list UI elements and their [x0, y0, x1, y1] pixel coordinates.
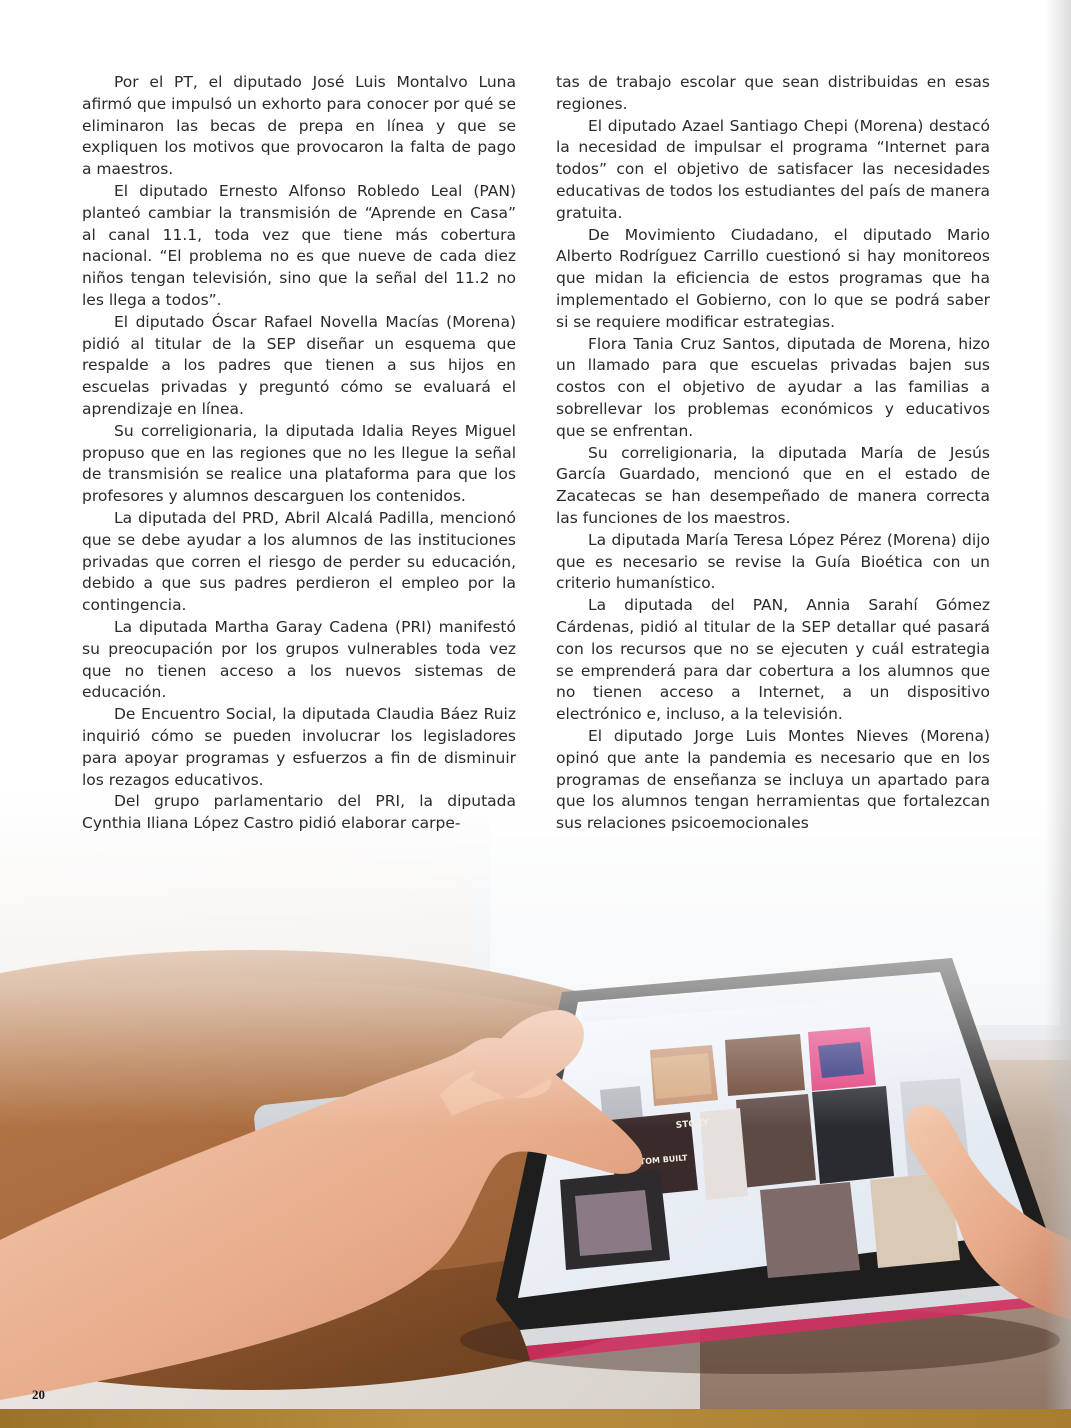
article-paragraph: Flora Tania Cruz Santos, diputada de Morena, hizo un llamado para que escuelas privadas bajen sus costos con el objetivo de ayudar a las familias a sobrellevar los problemas económicos y educativos que se enfrentan. — [556, 334, 990, 440]
article-column-left — [82, 72, 516, 835]
page-number: 20 — [32, 1387, 45, 1402]
page-gutter-shadow — [1045, 0, 1071, 1428]
article-paragraph: Su correligionaria, la diputada Idalia Reyes Miguel propuso que en las regiones que no les llegue la señal de transmisión se realice una plataforma para que los profesores y alumnos descarguen los contenidos. — [82, 421, 516, 506]
article-paragraph: La diputada Martha Garay Cadena (PRI) manifestó su preocupación por los grupos vulnerables toda vez que no tienen acceso a los nuevos sistemas de educación. — [82, 617, 516, 702]
article-column-right — [556, 72, 990, 835]
article-paragraph: Su correligionaria, la diputada María de Jesús García Guardado, mencionó que en el estado de Zacatecas se han desempeñado de manera correcta las funciones de los maestros. — [556, 443, 990, 527]
article-paragraph: El diputado Óscar Rafael Novella Macías (Morena) pidió al titular de la SEP diseñar un esquema que respalde a los padres que tienen a sus hijos en escuelas privadas y preguntó cómo se evaluará el aprendizaje en línea. — [82, 312, 516, 418]
footer-band — [0, 1409, 1071, 1428]
article-paragraph: El diputado Azael Santiago Chepi (Morena) destacó la necesidad de impulsar el programa “Internet para todos” con el objetivo de satisfacer las necesidades educativas de todos los estudiantes del país de manera gratuita. — [556, 116, 990, 222]
article-paragraph: La diputada del PAN, Annia Sarahí Gómez Cárdenas, pidió al titular de la SEP detallar qué pasará con los recursos que no se ejecuten y cuál estrategia se emprenderá para dar cobertura a los alumnos que no tienen acceso a Internet, a un dispositivo electrónico e, incluso, a la televisión. — [556, 596, 990, 724]
article-paragraph: La diputada María Teresa López Pérez (Morena) dijo que es necesario se revise la Guía Bioética con un criterio humanístico. — [556, 530, 990, 593]
article-paragraph: Del grupo parlamentario del PRI, la diputada Cynthia Iliana López Castro pidió elaborar carpe- — [82, 792, 516, 833]
article-paragraph: De Movimiento Ciudadano, el diputado Mario Alberto Rodríguez Carrillo cuestionó si hay monitoreos que midan la eficiencia de estos programas que ha implementado el Gobierno, con lo que se podrá saber si se requiere modificar estrategias. — [556, 225, 990, 331]
article-paragraph: El diputado Ernesto Alfonso Robledo Leal (PAN) planteó cambiar la transmisión de “Aprende en Casa” al canal 11.1, toda vez que tiene más cobertura nacional. “El problema no es que nueve de cada diez niños tengan televisión, sino que la señal del 11.2 no les llega a todos”. — [82, 181, 516, 309]
article-paragraph: El diputado Jorge Luis Montes Nieves (Morena) opinó que ante la pandemia es necesario que en los programas de enseñanza se incluya un apartado para que los alumnos tengan herramientas que fortalezcan sus relaciones psicoemocionales — [556, 726, 990, 833]
article-paragraph: La diputada del PRD, Abril Alcalá Padilla, mencionó que se debe ayudar a los alumnos de las instituciones privadas que corren el riesgo de perder su educación, debido a que sus padres perdieron el empleo por la contingencia. — [82, 508, 516, 615]
article-paragraph: Por el PT, el diputado José Luis Montalvo Luna afirmó que impulsó un exhorto para conocer por qué se eliminaron las becas de prepa en línea y que se expliquen los motivos que provocaron la falta de pago a maestros. — [82, 73, 516, 179]
article-paragraph: De Encuentro Social, la diputada Claudia Báez Ruiz inquirió cómo se pueden involucrar los legisladores para apoyar programas y esfuerzos a fin de disminuir los rezagos educativos. — [82, 705, 516, 789]
article-paragraph-continuation: tas de trabajo escolar que sean distribuidas en esas regiones. — [556, 73, 990, 113]
